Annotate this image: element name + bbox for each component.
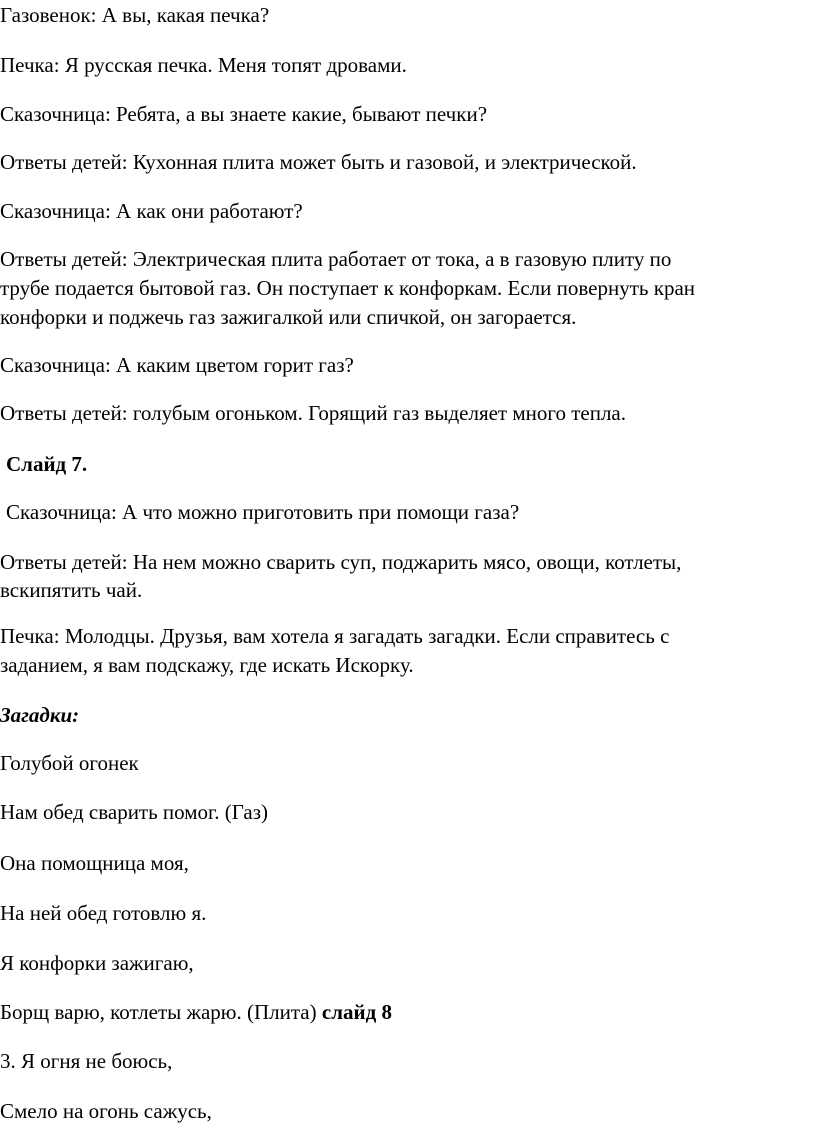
riddle-line: Борщ варю, котлеты жарю. (Плита) bbox=[0, 1000, 317, 1024]
paragraph-dialogue: Печка: Я русская печка. Меня топят дровами. bbox=[0, 53, 407, 77]
paragraph-line: Ответы детей: Электрическая плита работает от тока, а в газовую плиту по bbox=[0, 247, 672, 271]
riddle-line: Голубой огонек bbox=[0, 751, 139, 775]
paragraph-dialogue: Ответы детей: голубым огоньком. Горящий газ выделяет много тепла. bbox=[0, 401, 627, 425]
riddle-line: На ней обед готовлю я. bbox=[0, 901, 207, 925]
riddle-line: 3. Я огня не боюсь, bbox=[0, 1049, 173, 1073]
riddle-line: Я конфорки зажигаю, bbox=[0, 951, 194, 975]
paragraph-dialogue: Сказочница: А как они работают? bbox=[0, 199, 303, 223]
riddles-heading: Загадки: bbox=[0, 703, 80, 727]
paragraph-line: Печка: Молодцы. Друзья, вам хотела я загадать загадки. Если справитесь с bbox=[0, 624, 670, 648]
paragraph-dialogue: Сказочница: А что можно приготовить при помощи газа? bbox=[6, 500, 520, 524]
paragraph-dialogue: Сказочница: Ребята, а вы знаете какие, бывают печки? bbox=[0, 102, 488, 126]
paragraph-dialogue: Газовенок: А вы, какая печка? bbox=[0, 3, 270, 27]
paragraph-dialogue: Сказочница: А каким цветом горит газ? bbox=[0, 353, 354, 377]
riddle-line-with-slide bbox=[0, 997, 392, 1027]
paragraph-dialogue: Ответы детей: Кухонная плита может быть и газовой, и электрической. bbox=[0, 150, 637, 174]
paragraph-line: заданием, я вам подскажу, где искать Искорку. bbox=[0, 653, 414, 677]
riddle-line: Нам обед сварить помог. (Газ) bbox=[0, 800, 269, 824]
paragraph-line: Ответы детей: На нем можно сварить суп, поджарить мясо, овощи, котлеты, bbox=[0, 550, 682, 574]
paragraph-line: трубе подается бытовой газ. Он поступает к конфоркам. Если повернуть кран bbox=[0, 276, 696, 300]
paragraph-line: вскипятить чай. bbox=[0, 578, 143, 602]
slide-heading: Слайд 7. bbox=[6, 452, 88, 476]
paragraph-line: конфорки и поджечь газ зажигалкой или спичкой, он загорается. bbox=[0, 305, 577, 329]
riddle-line: Смело на огонь сажусь, bbox=[0, 1099, 212, 1123]
riddle-line: Она помощница моя, bbox=[0, 851, 189, 875]
slide-marker: слайд 8 bbox=[321, 1000, 392, 1024]
